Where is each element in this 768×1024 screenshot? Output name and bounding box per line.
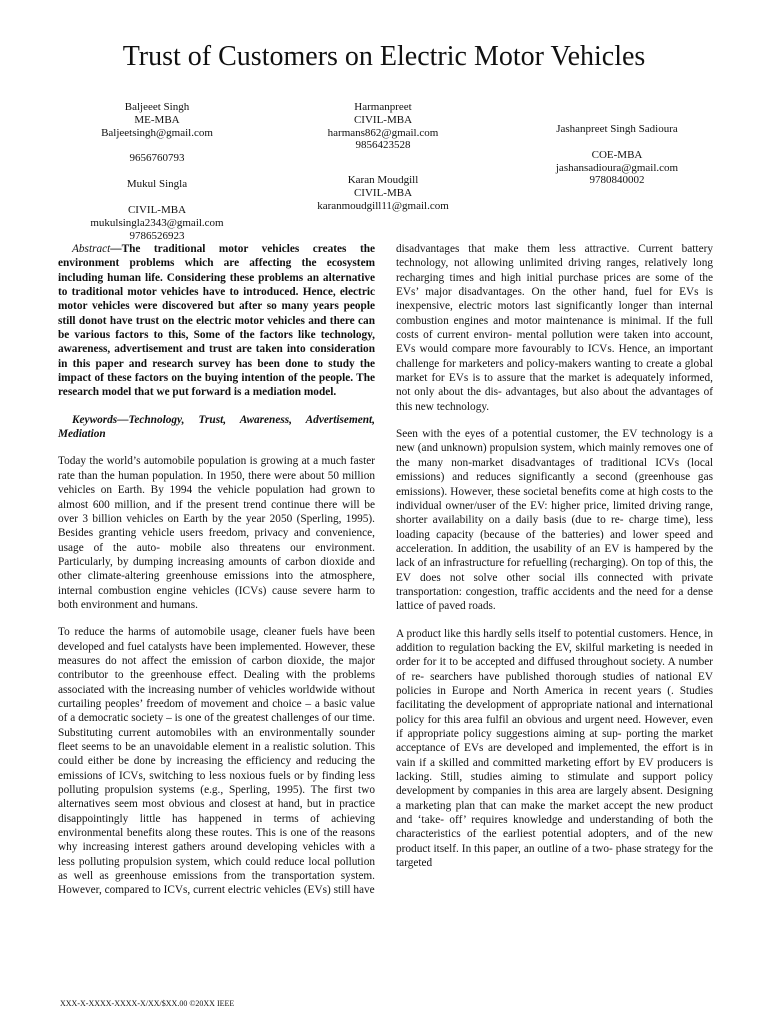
left-column	[58, 242, 375, 911]
right-column	[396, 242, 713, 883]
abstract-text: —The traditional motor vehicles creates the environment problems which are affecting the ecosystem including human life. Considering these problems an alternative to traditional motor vehicles have to introduced. Hence, electric motor vehicles were discovered but after so many years people still donot have trust on the electric motor vehicles and there can be various factors to this, Some of the factors like technology, awareness, advertisement and trust are taken into consideration in this paper and research survey has been done to study the impact of these factors on the buying intention of the people. The research model that we put forward is a mediation model.	[58, 243, 375, 399]
author-email: Baljeetsingh@gmail.com	[101, 126, 213, 139]
body-paragraph: Seen with the eyes of a potential customer, the EV technology is a new (and unknown) propulsion system, which mainly removes one of the many non-market disadvantages of traditional ICVs (local emissions) and reduces significantly a second (greenhouse gas emissions). However, these societal benefits come at high costs to the individual owner/user of the EV: higher price, limited driving range, shorter availability on a daily basis (due to re- charge time), less loading capacity (because of the batteries) and lower speed and acceleration. In addition, the usability of an EV is hampered by the lack of an infrastructure for refuelling (recharging). On top of this, the EV does not solve other social ills connected with private transportation: congestion, traffic accidents and the need for a dense lattice of paved roads.	[396, 428, 713, 613]
author-name: Baljeeet Singh	[124, 101, 190, 113]
body-paragraph: disadvantages that make them less attractive. Current battery technology, not allowing unlimited driving ranges, relatively long recharging times and high initial purchase prices are some of the EVs’ major disadvantages. On the other hand, fuel for EVs is inexpensive, electric motors last significantly longer than internal combustion engines and motor maintenance is minimal. If the full costs of current environ- mental pollution were taken into account, EVs would compare more favourably to ICVs. Hence, an important challenge for marketers and policy-makers wanting to create a global market for EVs is to assure that the market is adequately informed, not only about the dis- advantages, but also about the advantages of this new technology.	[396, 243, 713, 413]
author-block-left	[47, 101, 267, 242]
author-name: Jashanpreet Singh Sadioura	[556, 123, 678, 135]
author-email: karanmoudgill11@gmail.com	[317, 199, 449, 212]
author-email: mukulsingla2343@gmail.com	[90, 216, 224, 229]
author-email: harmans862@gmail.com	[327, 126, 439, 139]
body-paragraph: To reduce the harms of automobile usage, cleaner fuels have been developed and fuel catalysts have been implemented. However, these measures do not affect the emission of carbon dioxide, the major contributor to the greenhouse effect. Dealing with the problems associated with the increasing number of vehicles worldwide without curtailing peoples’ freedom of movement and choice – a basic value of a democratic society – is one of the greatest challenges of our time. Substituting current automobiles with an environmentally sounder fleet seems to be an unavoidable element in a realistic solution. This could either be done by increasing the efficiency and reducing the emissions of ICVs, switching to less noxious fuels or by finding less polluting propulsion systems (e.g., Sperling, 1995). The first two alternatives seem most obvious and closest at hand, but in practice disappointingly little has happened in terms of achieving environmental benefits along these routes. This is one of the reasons why increasing interest gathers around developing vehicles with a less polluting propulsion system, which could reduce local pollution as well as greenhouse emissions from the transportation system. However, compared to ICVs, current electric vehicles (EVs) still have	[58, 626, 375, 897]
author-phone: 9656760793	[129, 152, 185, 165]
author-phone: 9856423528	[355, 139, 411, 152]
abstract-label: Abstract	[72, 243, 111, 255]
author-dept: CIVIL-MBA	[353, 186, 413, 199]
author-dept: COE-MBA	[591, 148, 643, 161]
author-dept: CIVIL-MBA	[127, 203, 187, 216]
body-paragraph: Today the world’s automobile population is growing at a much faster rate than the human population. In 1950, there were about 50 million vehicles on Earth. By 1994 the vehicle population had grown to almost 600 million, and if the present trend continue there will be over 3 billion vehicles on Earth by the year 2050 (Sperling, 1995). Besides granting vehicle users freedom, privacy and convenience, usage of the auto- mobile also threatens our environment. Particularly, by dumping increasing amounts of carbon dioxide and other climate-altering greenhouse emissions into the atmosphere, internal combustion engine vehicles (ICVs) cause severe harm to both environment and humans.	[58, 455, 375, 611]
abstract	[58, 242, 375, 400]
author-block-right	[507, 123, 727, 187]
author-phone: 9786526923	[129, 229, 185, 242]
author-email: jashansadioura@gmail.com	[555, 161, 679, 174]
author-phone: 9780840002	[589, 174, 645, 187]
author-dept: CIVIL-MBA	[353, 113, 413, 126]
author-dept: ME-MBA	[134, 113, 180, 126]
keywords: Keywords—Technology, Trust, Awareness, Advertisement, Mediation	[58, 413, 375, 441]
paper-title: Trust of Customers on Electric Motor Vehicles	[122, 41, 646, 72]
author-block-middle	[273, 101, 493, 152]
author-name: Harmanpreet	[354, 101, 412, 113]
body-paragraph: A product like this hardly sells itself to potential customers. Hence, in addition to regulation backing the EV, skilful marketing is needed in order for it to be accepted and diffused throughout society. A number of re- searchers have published thorough studies of national EV policies in Europe and North America in recent years (. Studies facilitating the development of appropriate national and international policy for this area fulfil an obvious and urgent need. However, even if appropriate policy suggestions aiming at sup- porting the market acceptance of EVs are developed and implemented, the effort is in vain if a skilled and committed marketing effort by EV producers is lacking. Still, studies aiming to stimulate and support policy development by companies in this area are largely absent. Designing a marketing plan that can make the market accept the new product and ‘take- off’ requires knowledge and understanding of both the characteristics of the earliest potential adopters, and of the new product itself. In this paper, an outline of a two- phase strategy for the targeted	[396, 627, 713, 870]
author-block-middle-lower	[273, 174, 493, 212]
copyright-footer: XXX-X-XXXX-XXXX-X/XX/$XX.00 ©20XX IEEE	[60, 999, 235, 1008]
author-name: Mukul Singla	[126, 178, 188, 191]
author-name: Karan Moudgill	[347, 174, 419, 186]
